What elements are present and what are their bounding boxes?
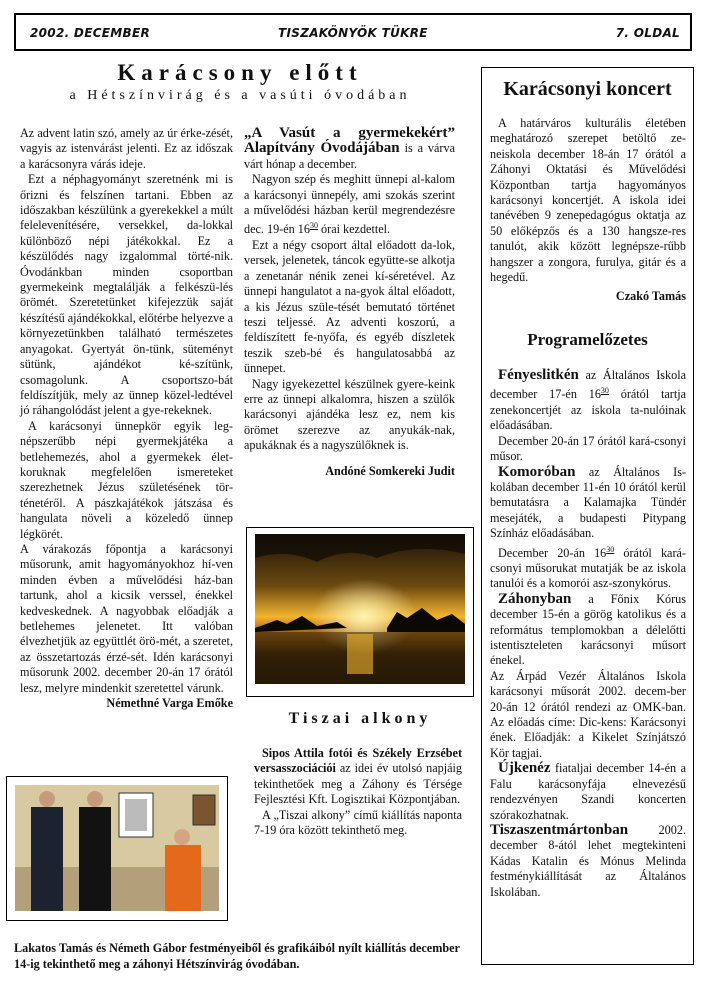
concert-title: Karácsonyi koncert xyxy=(503,78,672,100)
article1-column xyxy=(20,126,233,711)
paragraph: A „Tiszai alkony” című kiállítás naponta 7-19 óra között tekinthető meg. xyxy=(254,807,462,838)
author-signature: Czakó Tamás xyxy=(615,289,686,304)
paragraph: Nagy igyekezettel készülnek gyere-keink erre az ünnepi alkalomra, hiszen a szülők karácsonyi ajándéka lesz ez, nem kis örömet szerezve az anyukák-nak, apukáknak és a nagyszülőknek is. xyxy=(244,376,455,453)
paragraph: A karácsonyi ünnepkör egyik leg-népszerűbb népi gyermekjátéka a betlehemezés, ahol a gyermekek élet-koruknak megfelelően ismereteket szerezhetnek Jézus születésének tör-ténetéről. A pászkajátékok játszása és hangulata növeli a közeledő ünnep légkörét. xyxy=(20,418,233,541)
paragraph: A várakozás főpontja a karácsonyi műsorunk, amit hagyományokhoz hí-ven minden évben a művelődési ház-ban tartunk, ahol a kicsik verssel, énekkel kedveskednek. A nagyobbak előadják a betlehemes jelenetet. Itt valóban élvezhetjük az együttlét örö-mét, a szeretet, az összetartozás érzé-sét. Idén karácsonyi műsorunk 2002. december 20-án 17 órától lesz, melyre mindenkit szeretettel várunk. xyxy=(20,541,233,695)
article3-title: Tiszai alkony xyxy=(288,710,432,727)
article-title: Karácsony előtt xyxy=(117,60,363,85)
paragraph: Nagyon szép és meghitt ünnepi al-kalom a karácsonyi ünnepély, ami szokás szerint a művelődési házban kerül megrendezésre dec. 19-én $16^{30}$ órai kezdettel. xyxy=(244,172,455,237)
exhibition-photo xyxy=(6,776,228,921)
paragraph: Ezt a néphagyományt szeretnénk mi is őrizni és felszínen tartani. Ebben az időszakban készülünk a gyerekekkel a múlt felelevenítésére, versekkel, da-lokkal különböző népi játékokkal. Ez a készülődés nagy izgalommal törté-nik. Óvodánkban minden csoportban gyermekeink megtalálják a felkészü-lés örömét. Szeretetünket kifejezzük saját készítésű ajándékokkal, előtérbe helyezve a környezetünkben található természetes anyagokat. Gyertyát ön-tünk, süteményt sütünk, ajándékot ké-szítünk, csomagolunk. A csoportszo-bát feldíszítjük, mely az ünnep közel-ledtével jó ráhangolódást jelent a gye-rekeknek. xyxy=(20,172,233,418)
article3-column: Sipos Attila fotói és Székely Erzsébet versasszociációi az idei év utolsó napjáig tekinthetőek meg a Záhony és Térsége Fejlesztési Kft. Logisztikai Központjában. A „Tiszai alkony” című kiállítás naponta 7-19 óra között tekinthető meg. xyxy=(254,746,462,838)
author-signature: Némethné Varga Emőke xyxy=(106,696,233,711)
header-title: TISZAKÖNYÖK TÜKRE xyxy=(278,26,428,40)
author-signature: Andóné Somkereki Judit xyxy=(325,463,455,478)
page-header xyxy=(14,13,692,51)
article2-column xyxy=(244,126,455,479)
header-page: 7. OLDAL xyxy=(615,26,680,40)
program-column: Fényeslitkén az Általános Iskola december 17-én $16^{30}$ órától tartja zenekoncertjét az iskola ta-nulóinak előadásában. December 20-án 17 órától kará-csonyi műsor. Komoróban az Általános Is-kolában december 11-én 10 órától kerül bemutatásra a Kalamajka Tündér mesejáték, a budapesti Pitypang Színház előadásában. December 20-án $16^{30}$ órától kará-csonyi műsorukat mutatják be az iskola tanulói és a komorói asz-szonykórus. Záhonyban a Főnix Kórus december 15-én a görög katolikus és a református templomokban a délelőtti istentiszteleten karácsonyi műsort énekel. Az Árpád Vezér Általános Iskola karácsonyi műsorát 2002. decem-ber 20-án 12 órától rendezi az OMK-ban. Az előadás címe: Dic-kens: Karácsonyi ének. Előadják: a Kikelet Színjátszó Kör tagjai. Újkenéz fiataljai december 14-én a Falu karácsonyfája elnevezésű rendezvényen Szandi koncerten szórakozhatnak. Tiszaszentmártonban 2002. december 8-ától lehet megtekinteni Kádas Katalin és Mónus Melinda festménykiállítását az Általános Iskolában. xyxy=(490,367,686,899)
paragraph: Ezt a négy csoport által előadott da-lok, versek, jelenetek, táncok együtte-se alkotja a zenetanár nénik zenei kí-séretével. Az ünnepi hangulatot a na-gyok által előadott, a kis Jézus szüle-tését bemutató történet teszi teljessé. Az adventi koszorú, a feldíszített fe-nyőfa, és egyéb díszletek teszik szeb-bé és hangulatosabbá az ünnepet. xyxy=(244,237,455,376)
article2-lead: „A Vasút a gyermekekért” Alapítvány Óvodájában xyxy=(244,125,455,157)
paragraph: A határváros kulturális életében meghatározó szerepet betöltő ze-neiskola december 18-án 17 órától a Záhonyi Oktatási és Művelődési Központban tartja hagyományos karácsonyi koncertjét. A iskola idei tanévében 9 zenepedagógus oktatja az 50 előképzős és a 130 hangsze-res tanulót, akik között legnépsze-rűbb hangszer a zongora, furulya, gitár és a hegedű. xyxy=(490,116,686,285)
article2-lead-rest: is a várva várt hónap a december. xyxy=(244,141,455,171)
sunset-photo xyxy=(246,527,474,697)
article3-lead: Sipos Attila fotói és Székely Erzsébet versasszociációi xyxy=(254,746,462,776)
article-subtitle: a Hétszínvirág és a vasúti óvodában xyxy=(69,88,411,103)
paragraph: Az advent latin szó, amely az úr érke-zését, vagyis az istenvárást jelenti. Ez az időszak a karácsonyra várás ideje. xyxy=(20,126,233,171)
concert-column xyxy=(490,116,686,305)
header-date: 2002. DECEMBER xyxy=(30,26,151,40)
photo-caption: Lakatos Tamás és Németh Gábor festményeiből és grafikáiból nyílt kiállítás december 14-ig tekinthető meg a záhonyi Hétszínvirág óvodában. xyxy=(14,941,460,971)
program-title: Programelőzetes xyxy=(527,330,648,349)
